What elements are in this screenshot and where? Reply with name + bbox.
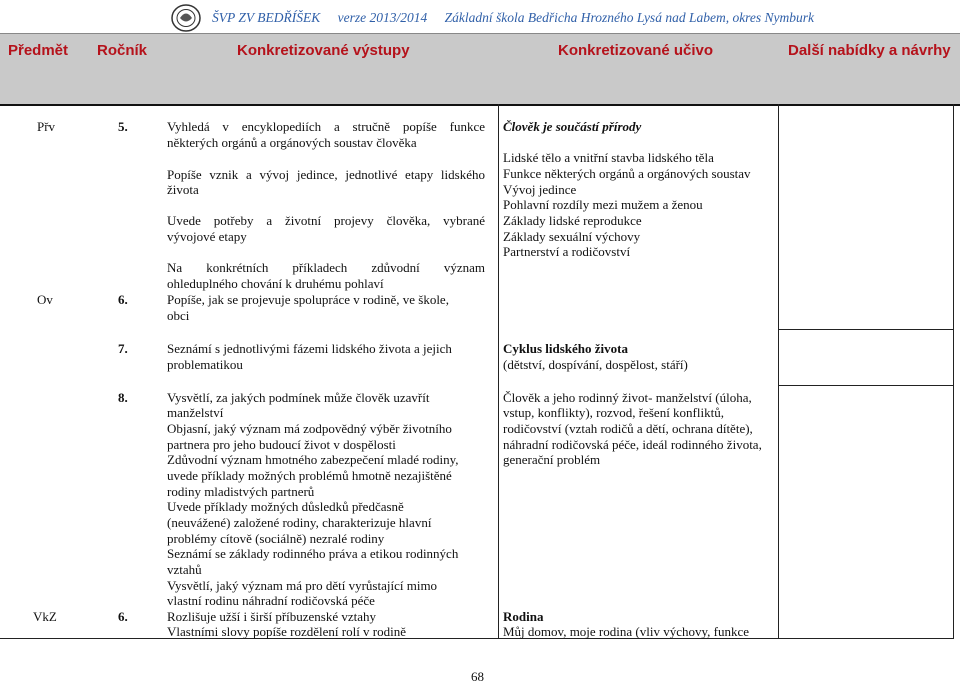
content-title: Rodina [503,609,544,624]
outcome-line: vztahů [167,562,202,577]
table-right-border [953,104,954,639]
header-svp: ŠVP ZV BEDŘÍŠEK [212,10,321,25]
content-line: Partnerství a rodičovství [503,244,631,259]
document-header [212,10,828,26]
table-bottom-border [0,638,954,639]
year-cell: 7. [118,341,128,356]
outcome-line: Uvede příklady možných důsledků předčasně [167,499,404,514]
content-line: Lidské tělo a vnitřní stavba lidského těla [503,150,714,165]
year-cell: 5. [118,119,128,134]
page-number: 68 [471,669,484,684]
col-year: Ročník [97,42,148,59]
content-line: náhradní rodičovská péče, ideál rodinného života, [503,437,762,452]
row-divider [778,329,954,330]
content-line: (dětství, dospívání, dospělost, stáří) [503,357,688,372]
subject-cell: Ov [37,292,53,307]
outcome-line: problémy cítově (sociálně) nezralé rodiny [167,531,385,546]
outcome-line: života [167,182,199,197]
outcome-line: Objasní, jaký význam má zodpovědný výběr životního [167,421,452,436]
outcome-line: (neuvážené) založené rodiny, charakterizuje hlavní [167,515,432,530]
content-line: Základy sexuální výchovy [503,229,641,244]
col-divider-offers [778,104,779,639]
content-line: Pohlavní rozdíly mezi mužem a ženou [503,197,703,212]
content-line: rodičovství (vztah rodičů a dětí, ochrana dítěte), [503,421,753,436]
outcome-line: Seznámí se základy rodinného práva a etikou rodinných [167,546,459,561]
col-divider-content [498,104,499,639]
outcome-line: Vlastními slovy popíše rozdělení rolí v rodině [167,624,407,639]
subject-cell: Přv [37,119,56,134]
col-subject: Předmět [8,42,69,59]
outcome-line: Uvede potřeby a životní projevy člověka, vybrané [167,213,485,228]
content-line: Můj domov, moje rodina (vliv výchovy, funkce [503,624,749,639]
outcome-line: problematikou [167,357,243,372]
outcome-line: Na konkrétních příkladech zdůvodní význam [167,260,485,275]
header-school: Základní škola Bedřicha Hrozného Lysá nad Labem, okres Nymburk [444,10,815,25]
outcome-line: Popíše, jak se projevuje spolupráce v rodině, ve škole, [167,292,449,307]
outcome-line: vlastní rodinu náhradní rodičovská péče [167,593,375,608]
content-title: Člověk je součástí přírody [503,119,642,134]
content-line: vstup, konflikty), rozvod, řešení konfliktů, [503,405,724,420]
year-cell: 6. [118,292,128,307]
outcome-line: ohleduplného chování k druhému pohlaví [167,276,384,291]
outcome-line: Vyhledá v encyklopediích a stručně popíše funkce [167,119,485,134]
subject-cell: VkZ [33,609,57,624]
outcome-line: uvede příklady možných problémů hmotně nezajištěné [167,468,452,483]
content-line: Základy lidské reprodukce [503,213,642,228]
content-title: Cyklus lidského života [503,341,628,356]
outcome-line: některých orgánů a orgánových soustav člověka [167,135,417,150]
col-content: Konkretizované učivo [558,42,714,59]
outcome-line: rodiny mladistvých partnerů [167,484,315,499]
outcome-line: manželství [167,405,224,420]
outcome-line: vývojové etapy [167,229,247,244]
table-header [0,34,960,104]
content-line: generační problém [503,452,601,467]
content-line: Funkce některých orgánů a orgánových soustav [503,166,751,181]
header-version: verze 2013/2014 [337,10,428,25]
outcome-line: Rozlišuje užší i širší příbuzenské vztahy [167,609,377,624]
outcome-line: Vysvětlí, za jakých podmínek může člověk uzavřít [167,390,430,405]
content-line: Člověk a jeho rodinný život- manželství (úloha, [503,390,752,405]
outcome-line: Vysvětlí, jaký význam má pro dětí vyrůstající mimo [167,578,438,593]
outcome-line: partnera pro jeho budoucí život v dospělosti [167,437,396,452]
outcome-line: Popíše vznik a vývoj jedince, jednotlivé etapy lidského [167,167,485,182]
outcome-line: Zdůvodní význam hmotného zabezpečení mladé rodiny, [167,452,459,467]
content-line: Vývoj jedince [503,182,577,197]
year-cell: 6. [118,609,128,624]
school-logo [170,3,202,33]
col-outcomes: Konkretizované výstupy [237,42,410,59]
outcome-line: obci [167,308,190,323]
year-cell: 8. [118,390,128,405]
table-top-border [0,104,960,106]
outcome-line: Seznámí s jednotlivými fázemi lidského života a jejich [167,341,452,356]
col-offers: Další nabídky a návrhy [788,42,951,59]
row-divider [778,385,954,386]
